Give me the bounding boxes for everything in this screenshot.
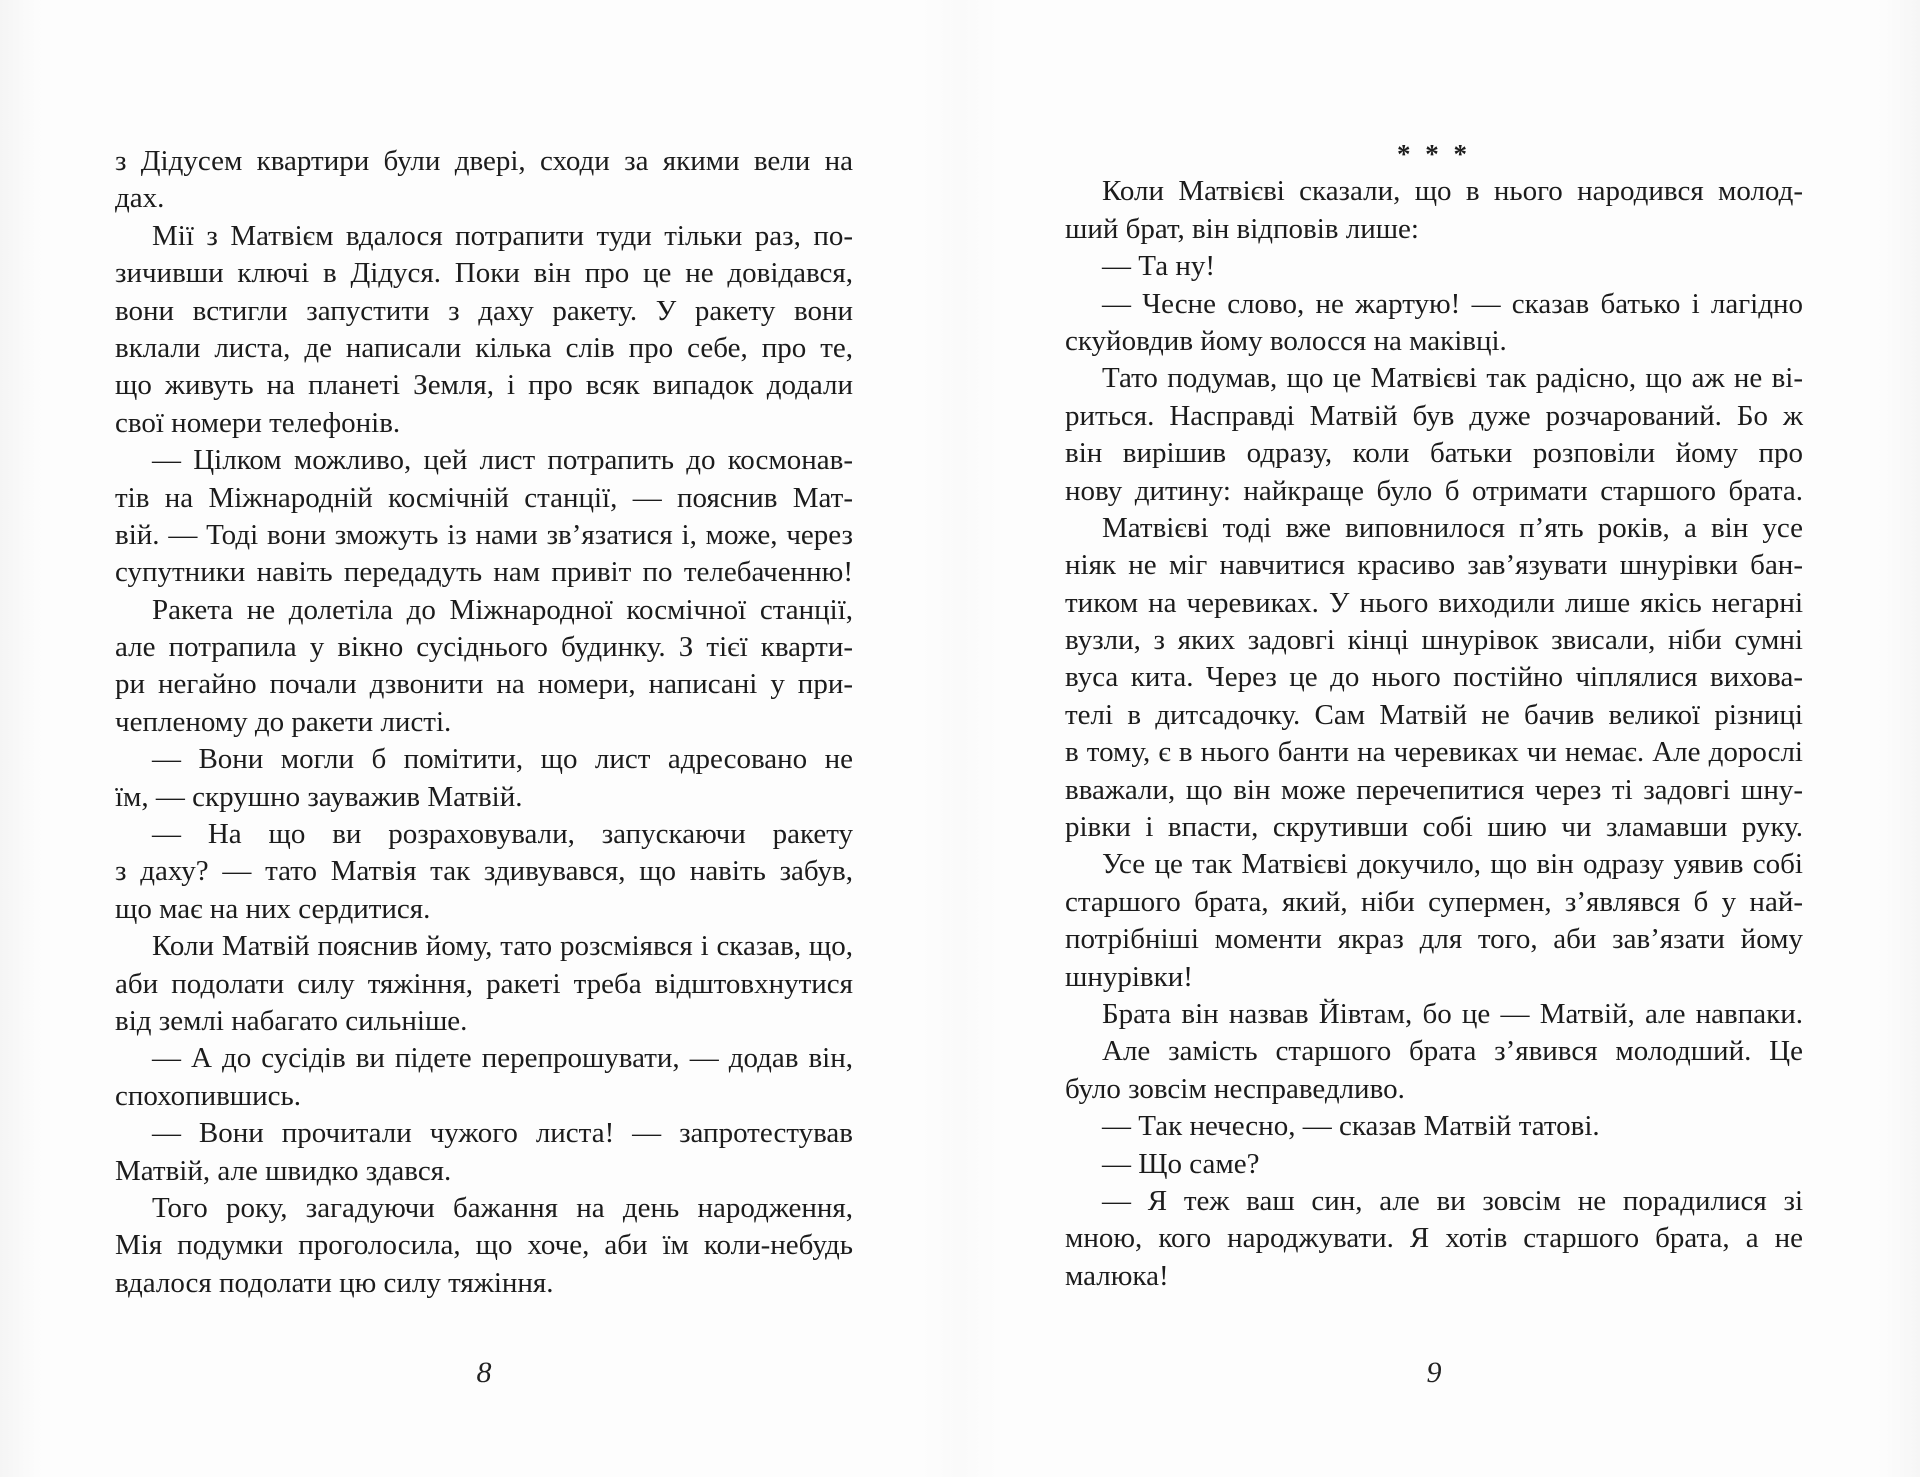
page-right-number: 9 <box>1426 1356 1442 1389</box>
text-line: нову дитину: найкраще було б отримати старшого брата. <box>1065 474 1803 507</box>
text-line: Матвій, але швидко здався. <box>115 1154 452 1187</box>
page-left-text-column <box>115 143 853 1302</box>
text-line: — Я теж ваш син, але ви зовсім не порадилися зі <box>1102 1184 1803 1217</box>
text-line: — Чесне слово, не жартую! — сказав батько і лагідно <box>1102 287 1803 320</box>
text-line: Мія подумки проголосила, що хоче, аби їм коли-небудь <box>115 1229 853 1262</box>
page-right-text-column <box>1065 136 1803 1295</box>
text-line: ший брат, він відповів лише: <box>1065 212 1419 245</box>
text-line: з даху? — тато Матвія так здивувався, що навіть забув, <box>115 855 853 888</box>
text-line: тів на Міжнародній космічній станції, — пояснив Мат- <box>115 481 853 514</box>
text-line: чепленому до ракети листі. <box>115 705 452 738</box>
text-line: він вирішив одразу, коли батьки розповіли йому про <box>1065 437 1803 470</box>
section-separator: * * * <box>1397 139 1471 169</box>
text-line: Того року, загадуючи бажання на день народження, <box>152 1191 853 1224</box>
text-line: мною, кого народжувати. Я хотів старшого брата, а не <box>1065 1222 1803 1255</box>
text-line: вуса кита. Через це до нього постійно чіплялися вихова- <box>1065 661 1803 694</box>
text-line: що живуть на планеті Земля, і про всяк випадок додали <box>115 369 853 402</box>
text-line: свої номери телефонів. <box>115 406 401 439</box>
text-line: тиком на черевиках. У нього виходили лише якісь негарні <box>1065 586 1803 619</box>
text-line: аби подолати силу тяжіння, ракеті треба відштовхнутися <box>115 967 853 1000</box>
text-line: — Вони могли б помітити, що лист адресовано не <box>152 743 853 776</box>
text-line: риться. Насправді Матвій був дуже розчарований. Бо ж <box>1065 399 1803 432</box>
text-line: — А до сусідів ви підете перепрошувати, — додав він, <box>152 1042 853 1075</box>
text-line: вдалося подолати цю силу тяжіння. <box>115 1266 554 1299</box>
text-line: Усе це так Матвієві докучило, що він одразу уявив собі <box>1102 848 1803 881</box>
text-line: в тому, є в нього банти на черевиках чи немає. Але дорослі <box>1065 736 1803 769</box>
text-line: вважали, що він може перечепитися через ті задовгі шну- <box>1065 773 1803 806</box>
text-line: Коли Матвій пояснив йому, тато розсміявся і сказав, що, <box>152 930 853 963</box>
page-left-number: 8 <box>476 1356 492 1389</box>
text-line: Але замість старшого брата з’явився молодший. Це <box>1102 1035 1803 1068</box>
text-line: Брата він назвав Йівтам, бо це — Матвій, але навпаки. <box>1102 997 1803 1030</box>
text-line: вій. — Тоді вони зможуть із нами зв’язатися і, може, через <box>115 518 853 551</box>
text-line: було зовсім несправедливо. <box>1065 1072 1405 1105</box>
text-line: малюка! <box>1065 1259 1169 1292</box>
text-line: — Так нечесно, — сказав Матвій татові. <box>1102 1110 1600 1143</box>
text-line: — Що саме? <box>1102 1147 1260 1180</box>
text-line: скуйовдив йому волосся на маківці. <box>1065 324 1507 357</box>
text-line: старшого брата, який, ніби супермен, з’являвся б у най- <box>1065 885 1803 918</box>
text-line: Мії з Матвієм вдалося потрапити туди тільки раз, по- <box>152 219 853 252</box>
text-line: спохопившись. <box>115 1079 301 1112</box>
text-line: — Цілком можливо, цей лист потрапить до космонав- <box>152 444 853 477</box>
text-line: вони встигли запустити з даху ракету. У ракету вони <box>115 294 853 327</box>
text-line: Матвієві тоді вже виповнилося п’ять років, а він усе <box>1102 511 1803 544</box>
text-line: дах. <box>115 182 165 215</box>
text-line: вклали листа, де написали кілька слів про себе, про те, <box>115 331 853 364</box>
text-line: з Дідусем квартири були двері, сходи за якими вели на <box>115 145 853 177</box>
text-line: супутники навіть передадуть нам привіт по телебаченню! <box>115 556 853 589</box>
text-line: але потрапила у вікно сусіднього будинку. З тієї кварти- <box>115 631 853 664</box>
text-line: потрібніші моменти якраз для того, аби зав’язати йому <box>1065 923 1803 956</box>
text-line: ри негайно почали дзвонити на номери, написані у при- <box>115 668 853 701</box>
text-line: ніяк не міг навчитися красиво зав’язувати шнурівки бан- <box>1065 549 1803 582</box>
text-line: шнурівки! <box>1065 960 1193 993</box>
text-line: Коли Матвієві сказали, що в нього народився молод- <box>1102 175 1803 208</box>
text-line: — Та ну! <box>1102 250 1216 283</box>
text-line: Тато подумав, що це Матвієві так радісно, що аж не ві- <box>1102 362 1803 395</box>
text-line: рівки і впасти, скрутивши собі шию чи зламавши руку. <box>1065 811 1803 844</box>
text-line: їм, — скрушно зауважив Матвій. <box>115 780 523 813</box>
text-line: від землі набагато сильніше. <box>115 1004 468 1037</box>
text-line: що має на них сердитися. <box>115 892 431 925</box>
text-line: вузли, з яких задовгі кінці шнурівок звисали, ніби сумні <box>1065 624 1803 657</box>
text-line: зичивши ключі в Дідуся. Поки він про це не довідався, <box>115 257 853 290</box>
text-line: Ракета не долетіла до Міжнародної космічної станції, <box>152 593 853 626</box>
text-line: телі в дитсадочку. Сам Матвій не бачив великої різниці <box>1065 698 1803 731</box>
text-line: — Вони прочитали чужого листа! — запротестував <box>152 1117 853 1150</box>
text-line: — На що ви розраховували, запускаючи ракету <box>152 818 853 851</box>
